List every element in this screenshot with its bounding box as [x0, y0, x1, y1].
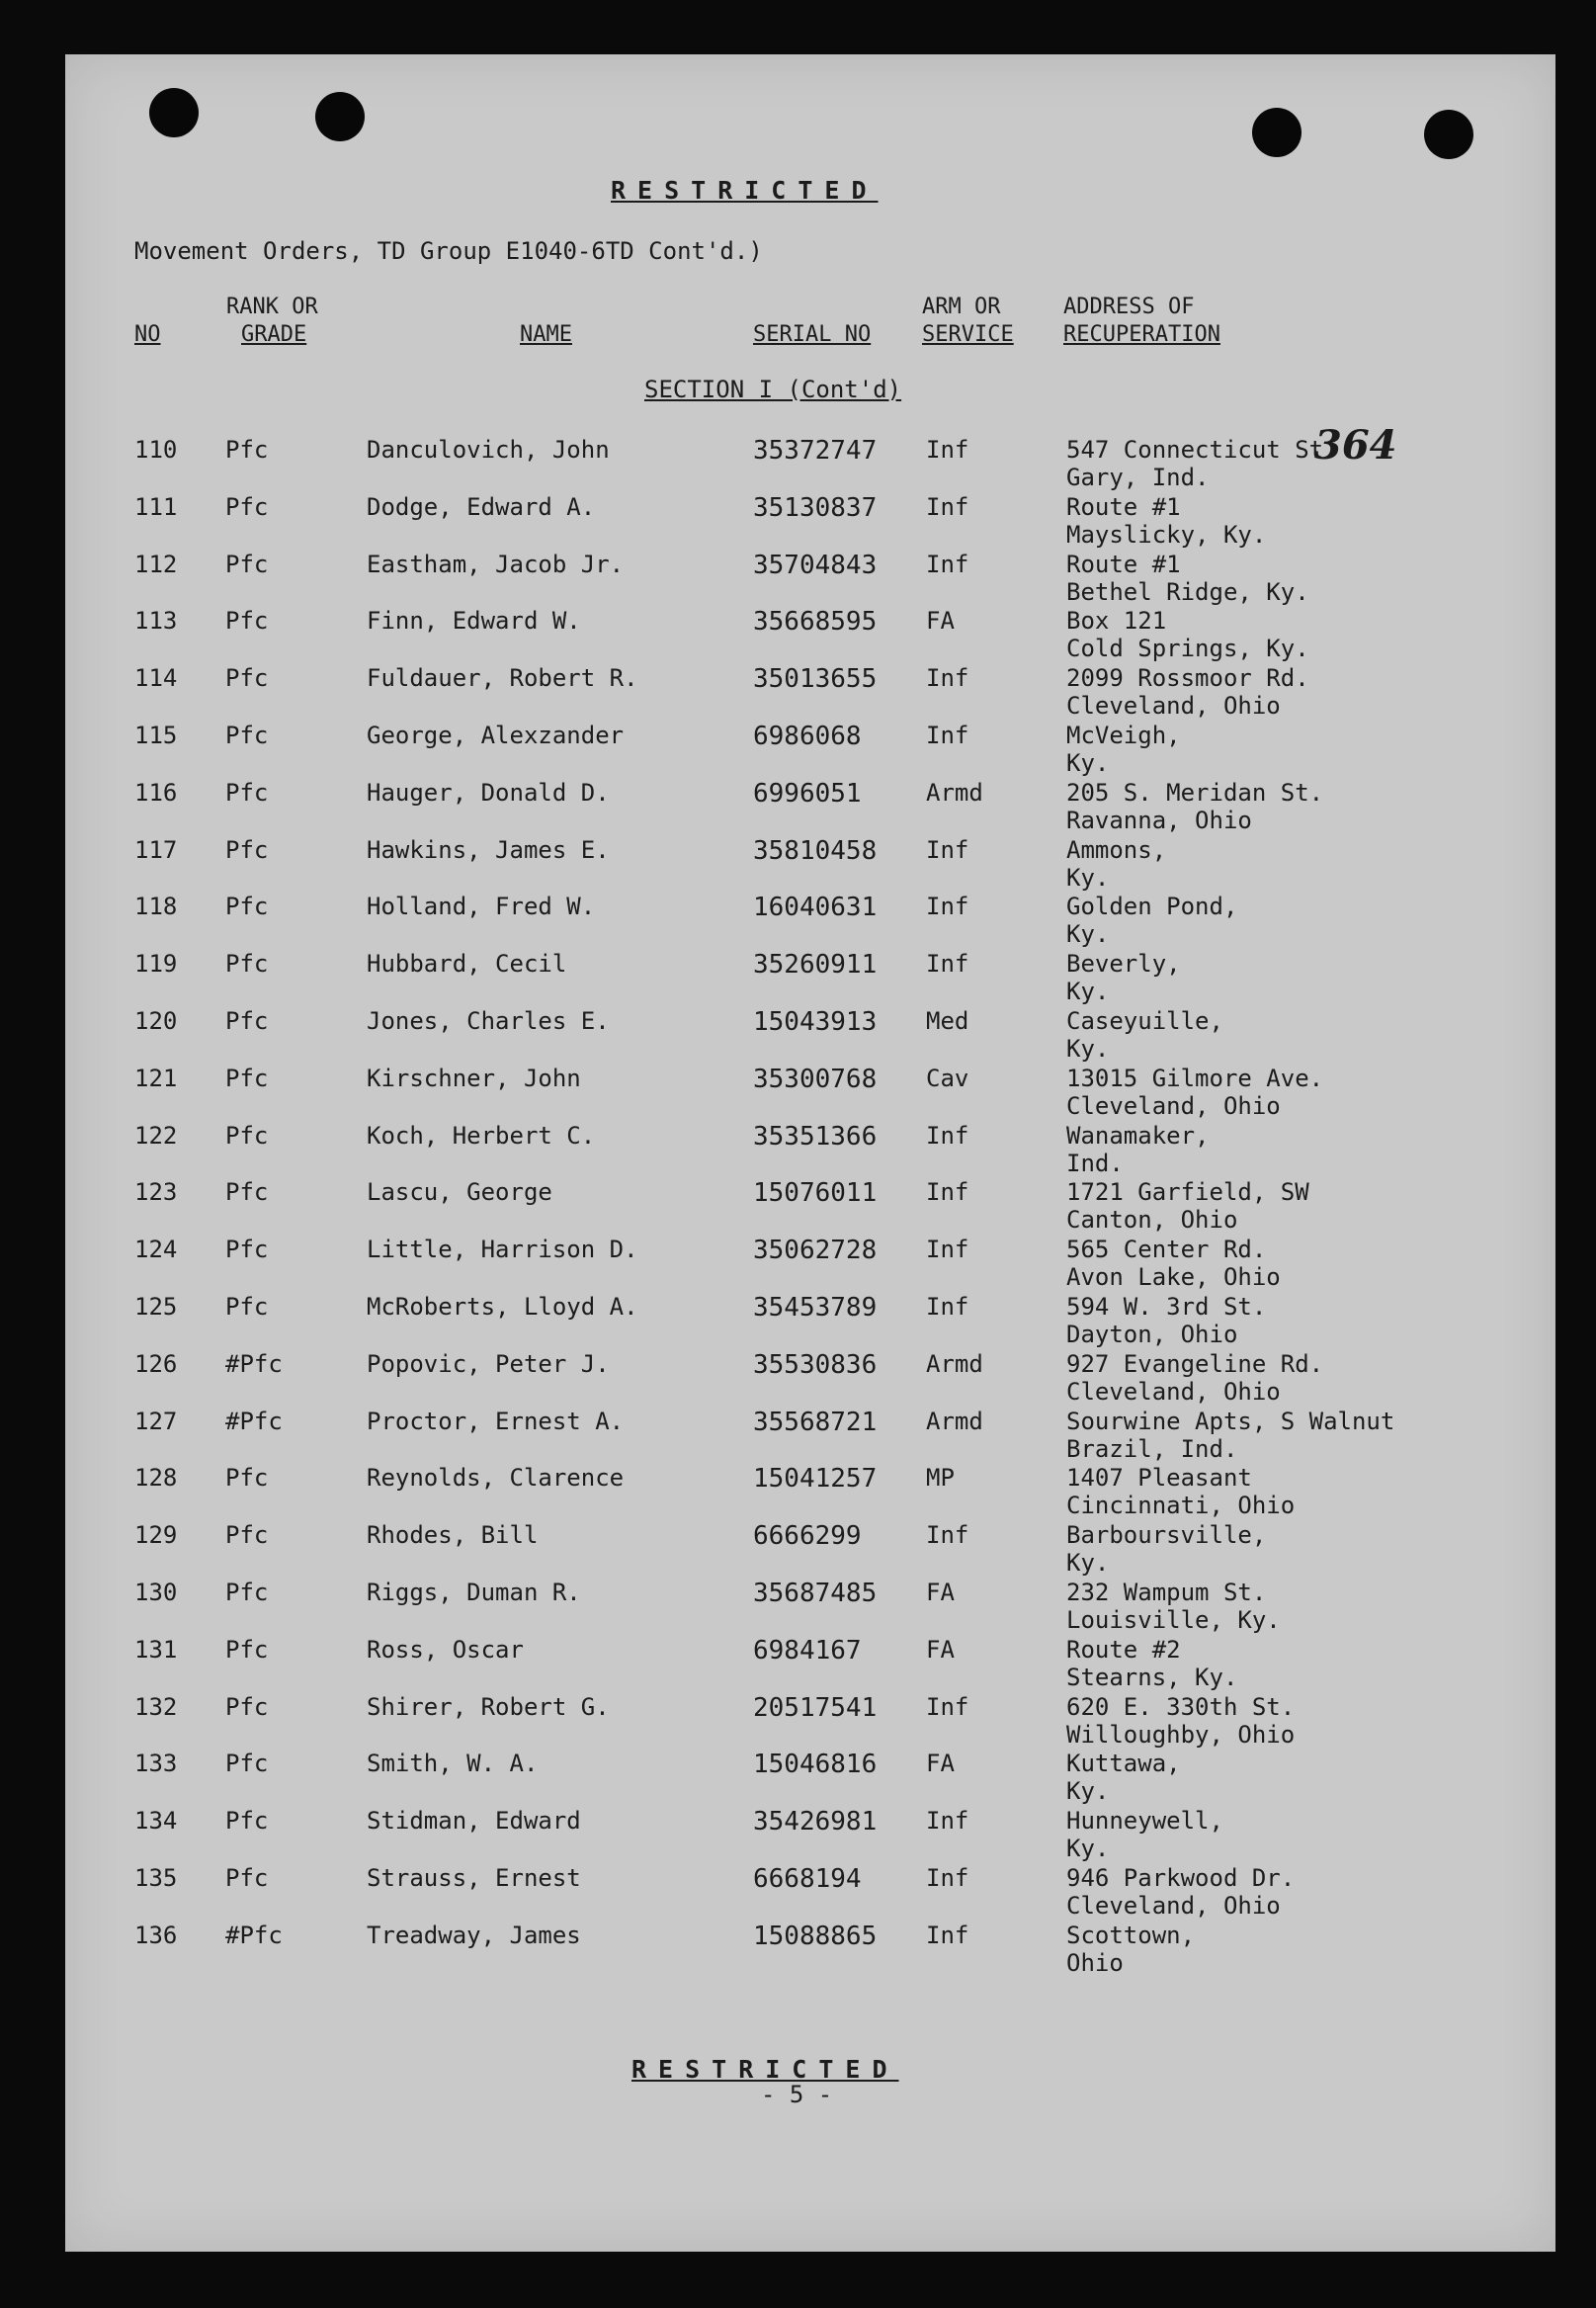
row-number: 111	[134, 492, 178, 521]
serial-number: 6668194	[753, 1864, 862, 1894]
address-line2: Dayton, Ohio	[1066, 1321, 1238, 1348]
address-line1: Sourwine Apts, S Walnut	[1066, 1407, 1395, 1435]
address-line2: Gary, Ind.	[1066, 464, 1210, 491]
address-line1: Scottown,	[1066, 1921, 1196, 1949]
table-row	[65, 1178, 1555, 1235]
arm-of-service: Inf	[926, 1236, 969, 1264]
rank: #Pfc	[225, 1921, 283, 1949]
serial-number: 35810458	[753, 835, 878, 866]
rank: Pfc	[225, 1293, 269, 1321]
row-number: 125	[134, 1293, 178, 1321]
table-row	[65, 607, 1555, 663]
rank: Pfc	[225, 1064, 269, 1092]
rank: Pfc	[225, 1579, 269, 1606]
row-number: 126	[134, 1349, 178, 1378]
address-line1: Route #1	[1066, 550, 1181, 578]
address-line2: Ky.	[1066, 1549, 1110, 1578]
rank: Pfc	[225, 778, 269, 807]
address-line2: Cleveland, Ohio	[1066, 692, 1281, 721]
arm-of-service: Med	[926, 1007, 969, 1035]
col-header-no: NO	[134, 322, 161, 347]
rank: Pfc	[225, 1750, 269, 1778]
address-line2: Louisville, Ky.	[1066, 1606, 1281, 1634]
soldier-name: Ross, Oscar	[367, 1635, 524, 1664]
table-row	[65, 664, 1555, 721]
table-row	[65, 1293, 1555, 1349]
soldier-name: Finn, Edward W.	[367, 607, 581, 636]
soldier-name: George, Alexzander	[367, 722, 625, 749]
soldier-name: Holland, Fred W.	[367, 893, 596, 921]
col-header-addr-2: RECUPERATION	[1063, 322, 1220, 347]
address-line1: Barboursville,	[1066, 1521, 1267, 1550]
serial-number: 35453789	[753, 1293, 878, 1323]
arm-of-service: Inf	[926, 1692, 969, 1721]
address-line2: Ky.	[1066, 1835, 1110, 1863]
table-row	[65, 1464, 1555, 1520]
address-line2: Ravanna, Ohio	[1066, 806, 1252, 834]
row-number: 122	[134, 1121, 178, 1150]
serial-number: 35530836	[753, 1349, 878, 1380]
row-number: 114	[134, 664, 178, 693]
serial-number: 35013655	[753, 664, 878, 695]
arm-of-service: MP	[926, 1464, 955, 1493]
col-header-serial: SERIAL NO	[753, 322, 872, 347]
rank: Pfc	[225, 1236, 269, 1264]
soldier-name: Rhodes, Bill	[367, 1521, 539, 1550]
soldier-name: Fuldauer, Robert R.	[367, 664, 638, 693]
row-number: 134	[134, 1807, 178, 1836]
address-line2: Cleveland, Ohio	[1066, 1892, 1281, 1920]
soldier-name: McRoberts, Lloyd A.	[367, 1293, 638, 1321]
row-number: 130	[134, 1579, 178, 1606]
address-line2: Bethel Ridge, Ky.	[1066, 577, 1309, 606]
row-number: 136	[134, 1921, 178, 1949]
row-number: 133	[134, 1750, 178, 1778]
address-line1: 232 Wampum St.	[1066, 1579, 1267, 1606]
address-line1: Wanamaker,	[1066, 1121, 1210, 1150]
address-line1: Box 121	[1066, 607, 1167, 636]
restricted-footer: RESTRICTED	[631, 2055, 899, 2084]
arm-of-service: Inf	[926, 1178, 969, 1207]
address-line2: Cleveland, Ohio	[1066, 1091, 1281, 1120]
table-row	[65, 1693, 1555, 1750]
serial-number: 35260911	[753, 950, 878, 981]
address-line1: 594 W. 3rd St.	[1066, 1293, 1267, 1321]
serial-number: 16040631	[753, 893, 878, 923]
col-header-name: NAME	[520, 322, 572, 347]
serial-number: 20517541	[753, 1692, 878, 1723]
row-number: 115	[134, 722, 178, 749]
address-line1: 2099 Rossmoor Rd.	[1066, 664, 1309, 693]
serial-number: 35568721	[753, 1407, 878, 1437]
table-row	[65, 1236, 1555, 1292]
table-row	[65, 1350, 1555, 1407]
table-row	[65, 436, 1555, 492]
table-row	[65, 1864, 1555, 1921]
address-line1: 620 E. 330th St.	[1066, 1692, 1296, 1721]
serial-number: 35372747	[753, 436, 878, 466]
serial-number: 15041257	[753, 1464, 878, 1495]
arm-of-service: FA	[926, 1750, 955, 1778]
rank: #Pfc	[225, 1349, 283, 1378]
rank: Pfc	[225, 550, 269, 578]
rank: Pfc	[225, 1521, 269, 1550]
serial-number: 6666299	[753, 1521, 862, 1552]
soldier-name: Smith, W. A.	[367, 1750, 539, 1778]
soldier-name: Popovic, Peter J.	[367, 1349, 610, 1378]
address-line1: 1407 Pleasant	[1066, 1464, 1252, 1493]
rank: Pfc	[225, 950, 269, 979]
address-line2: Ky.	[1066, 978, 1110, 1006]
table-row	[65, 1579, 1555, 1635]
rank: Pfc	[225, 436, 269, 464]
rank: Pfc	[225, 1864, 269, 1892]
serial-number: 15046816	[753, 1750, 878, 1780]
arm-of-service: Inf	[926, 835, 969, 864]
soldier-name: Proctor, Ernest A.	[367, 1407, 625, 1435]
row-number: 135	[134, 1864, 178, 1892]
rank: Pfc	[225, 1635, 269, 1664]
address-line2: Canton, Ohio	[1066, 1206, 1238, 1235]
rank: Pfc	[225, 664, 269, 693]
row-number: 127	[134, 1407, 178, 1435]
row-number: 120	[134, 1007, 178, 1035]
soldier-name: Stidman, Edward	[367, 1807, 581, 1836]
serial-number: 35062728	[753, 1236, 878, 1266]
serial-number: 35300768	[753, 1064, 878, 1094]
rank: Pfc	[225, 1807, 269, 1836]
serial-number: 15076011	[753, 1178, 878, 1209]
row-number: 124	[134, 1236, 178, 1264]
arm-of-service: FA	[926, 1579, 955, 1606]
address-line1: Ammons,	[1066, 835, 1167, 864]
rank: Pfc	[225, 722, 269, 749]
arm-of-service: Armd	[926, 1407, 983, 1435]
serial-number: 15088865	[753, 1921, 878, 1951]
arm-of-service: Cav	[926, 1064, 969, 1092]
rank: Pfc	[225, 893, 269, 921]
table-row	[65, 1408, 1555, 1464]
col-header-rank-2: GRADE	[241, 322, 307, 347]
rank: Pfc	[225, 1007, 269, 1035]
rank: Pfc	[225, 1464, 269, 1493]
soldier-name: Strauss, Ernest	[367, 1864, 581, 1892]
arm-of-service: Inf	[926, 492, 969, 521]
punch-hole	[315, 92, 365, 141]
address-line2: Cleveland, Ohio	[1066, 1377, 1281, 1406]
address-line1: Beverly,	[1066, 950, 1181, 979]
soldier-name: Hubbard, Cecil	[367, 950, 567, 979]
rank: Pfc	[225, 1692, 269, 1721]
rank: Pfc	[225, 1178, 269, 1207]
soldier-name: Dodge, Edward A.	[367, 492, 596, 521]
row-number: 110	[134, 436, 178, 464]
row-number: 117	[134, 835, 178, 864]
address-line2: Ohio	[1066, 1948, 1124, 1977]
serial-number: 35687485	[753, 1579, 878, 1608]
serial-number: 35668595	[753, 607, 878, 638]
address-line1: Golden Pond,	[1066, 893, 1238, 921]
serial-number: 6986068	[753, 722, 862, 751]
address-line2: Ky.	[1066, 1035, 1110, 1063]
arm-of-service: Armd	[926, 778, 983, 807]
soldier-name: Treadway, James	[367, 1921, 581, 1949]
table-row	[65, 493, 1555, 550]
table-row	[65, 1007, 1555, 1064]
rank: Pfc	[225, 835, 269, 864]
arm-of-service: Inf	[926, 1807, 969, 1836]
address-line1: Route #2	[1066, 1635, 1181, 1664]
address-line1: 946 Parkwood Dr.	[1066, 1864, 1296, 1892]
row-number: 112	[134, 550, 178, 578]
table-row	[65, 1521, 1555, 1578]
table-row	[65, 836, 1555, 893]
arm-of-service: Inf	[926, 1864, 969, 1892]
col-header-arm-1: ARM OR	[922, 295, 1001, 319]
punch-hole	[1424, 110, 1473, 159]
punch-hole	[1252, 108, 1302, 157]
soldier-name: Eastham, Jacob Jr.	[367, 550, 625, 578]
arm-of-service: FA	[926, 607, 955, 636]
serial-number: 35351366	[753, 1121, 878, 1152]
address-line2: Brazil, Ind.	[1066, 1434, 1238, 1463]
address-line1: 13015 Gilmore Ave.	[1066, 1064, 1324, 1092]
document-subtitle: Movement Orders, TD Group E1040-6TD Cont'd.)	[134, 237, 763, 265]
rank: Pfc	[225, 1121, 269, 1150]
section-heading: SECTION I (Cont'd)	[644, 376, 902, 403]
arm-of-service: Inf	[926, 893, 969, 921]
table-row	[65, 950, 1555, 1006]
row-number: 116	[134, 778, 178, 807]
row-number: 129	[134, 1521, 178, 1550]
address-line1: 927 Evangeline Rd.	[1066, 1349, 1324, 1378]
row-number: 132	[134, 1692, 178, 1721]
page-stamp-number: 364	[1314, 422, 1397, 469]
serial-number: 6996051	[753, 778, 862, 809]
address-line2: Ky.	[1066, 1777, 1110, 1806]
table-row	[65, 1807, 1555, 1863]
address-line2: Cold Springs, Ky.	[1066, 635, 1309, 663]
table-row	[65, 779, 1555, 835]
row-number: 121	[134, 1064, 178, 1092]
arm-of-service: Inf	[926, 1521, 969, 1550]
row-number: 118	[134, 893, 178, 921]
arm-of-service: Armd	[926, 1349, 983, 1378]
table-row	[65, 1750, 1555, 1806]
document-page	[65, 54, 1555, 2252]
rank: #Pfc	[225, 1407, 283, 1435]
address-line1: Route #1	[1066, 492, 1181, 521]
col-header-arm-2: SERVICE	[922, 322, 1014, 347]
restricted-header: RESTRICTED	[611, 176, 879, 205]
address-line1: Caseyuille,	[1066, 1007, 1223, 1035]
address-line1: 1721 Garfield, SW	[1066, 1178, 1309, 1207]
soldier-name: Lascu, George	[367, 1178, 552, 1207]
soldier-name: Shirer, Robert G.	[367, 1692, 610, 1721]
soldier-name: Danculovich, John	[367, 436, 610, 464]
arm-of-service: Inf	[926, 436, 969, 464]
arm-of-service: FA	[926, 1635, 955, 1664]
address-line2: Cincinnati, Ohio	[1066, 1492, 1296, 1520]
soldier-name: Little, Harrison D.	[367, 1236, 638, 1264]
soldier-name: Hauger, Donald D.	[367, 778, 610, 807]
rank: Pfc	[225, 492, 269, 521]
col-header-rank-1: RANK OR	[226, 295, 318, 319]
address-line1: 547 Connecticut St.	[1066, 436, 1338, 464]
address-line2: Ky.	[1066, 749, 1110, 777]
table-row	[65, 1065, 1555, 1121]
address-line1: McVeigh,	[1066, 722, 1181, 749]
address-line2: Mayslicky, Ky.	[1066, 520, 1267, 549]
soldier-name: Koch, Herbert C.	[367, 1121, 596, 1150]
arm-of-service: Inf	[926, 1293, 969, 1321]
soldier-name: Reynolds, Clarence	[367, 1464, 625, 1493]
address-line2: Stearns, Ky.	[1066, 1663, 1238, 1691]
serial-number: 35130837	[753, 492, 878, 523]
address-line2: Ind.	[1066, 1149, 1124, 1177]
address-line1: 205 S. Meridan St.	[1066, 778, 1324, 807]
punch-hole	[149, 88, 199, 137]
row-number: 113	[134, 607, 178, 636]
address-line2: Willoughby, Ohio	[1066, 1720, 1296, 1749]
soldier-name: Kirschner, John	[367, 1064, 581, 1092]
arm-of-service: Inf	[926, 664, 969, 693]
table-row	[65, 1636, 1555, 1692]
serial-number: 35704843	[753, 550, 878, 580]
arm-of-service: Inf	[926, 950, 969, 979]
soldier-name: Riggs, Duman R.	[367, 1579, 581, 1606]
row-number: 119	[134, 950, 178, 979]
address-line1: Hunneywell,	[1066, 1807, 1223, 1836]
arm-of-service: Inf	[926, 1121, 969, 1150]
serial-number: 15043913	[753, 1007, 878, 1037]
address-line2: Ky.	[1066, 863, 1110, 892]
table-row	[65, 893, 1555, 949]
address-line2: Ky.	[1066, 920, 1110, 949]
row-number: 128	[134, 1464, 178, 1493]
row-number: 123	[134, 1178, 178, 1207]
row-number: 131	[134, 1635, 178, 1664]
arm-of-service: Inf	[926, 1921, 969, 1949]
table-row	[65, 722, 1555, 778]
page-number: - 5 -	[761, 2081, 833, 2108]
table-row	[65, 551, 1555, 607]
address-line1: 565 Center Rd.	[1066, 1236, 1267, 1264]
table-row	[65, 1122, 1555, 1178]
rank: Pfc	[225, 607, 269, 636]
soldier-name: Hawkins, James E.	[367, 835, 610, 864]
serial-number: 35426981	[753, 1807, 878, 1838]
col-header-addr-1: ADDRESS OF	[1063, 295, 1195, 319]
address-line1: Kuttawa,	[1066, 1750, 1181, 1778]
serial-number: 6984167	[753, 1635, 862, 1666]
arm-of-service: Inf	[926, 550, 969, 578]
table-row	[65, 1922, 1555, 1978]
soldier-name: Jones, Charles E.	[367, 1007, 610, 1035]
address-line2: Avon Lake, Ohio	[1066, 1263, 1281, 1292]
arm-of-service: Inf	[926, 722, 969, 749]
